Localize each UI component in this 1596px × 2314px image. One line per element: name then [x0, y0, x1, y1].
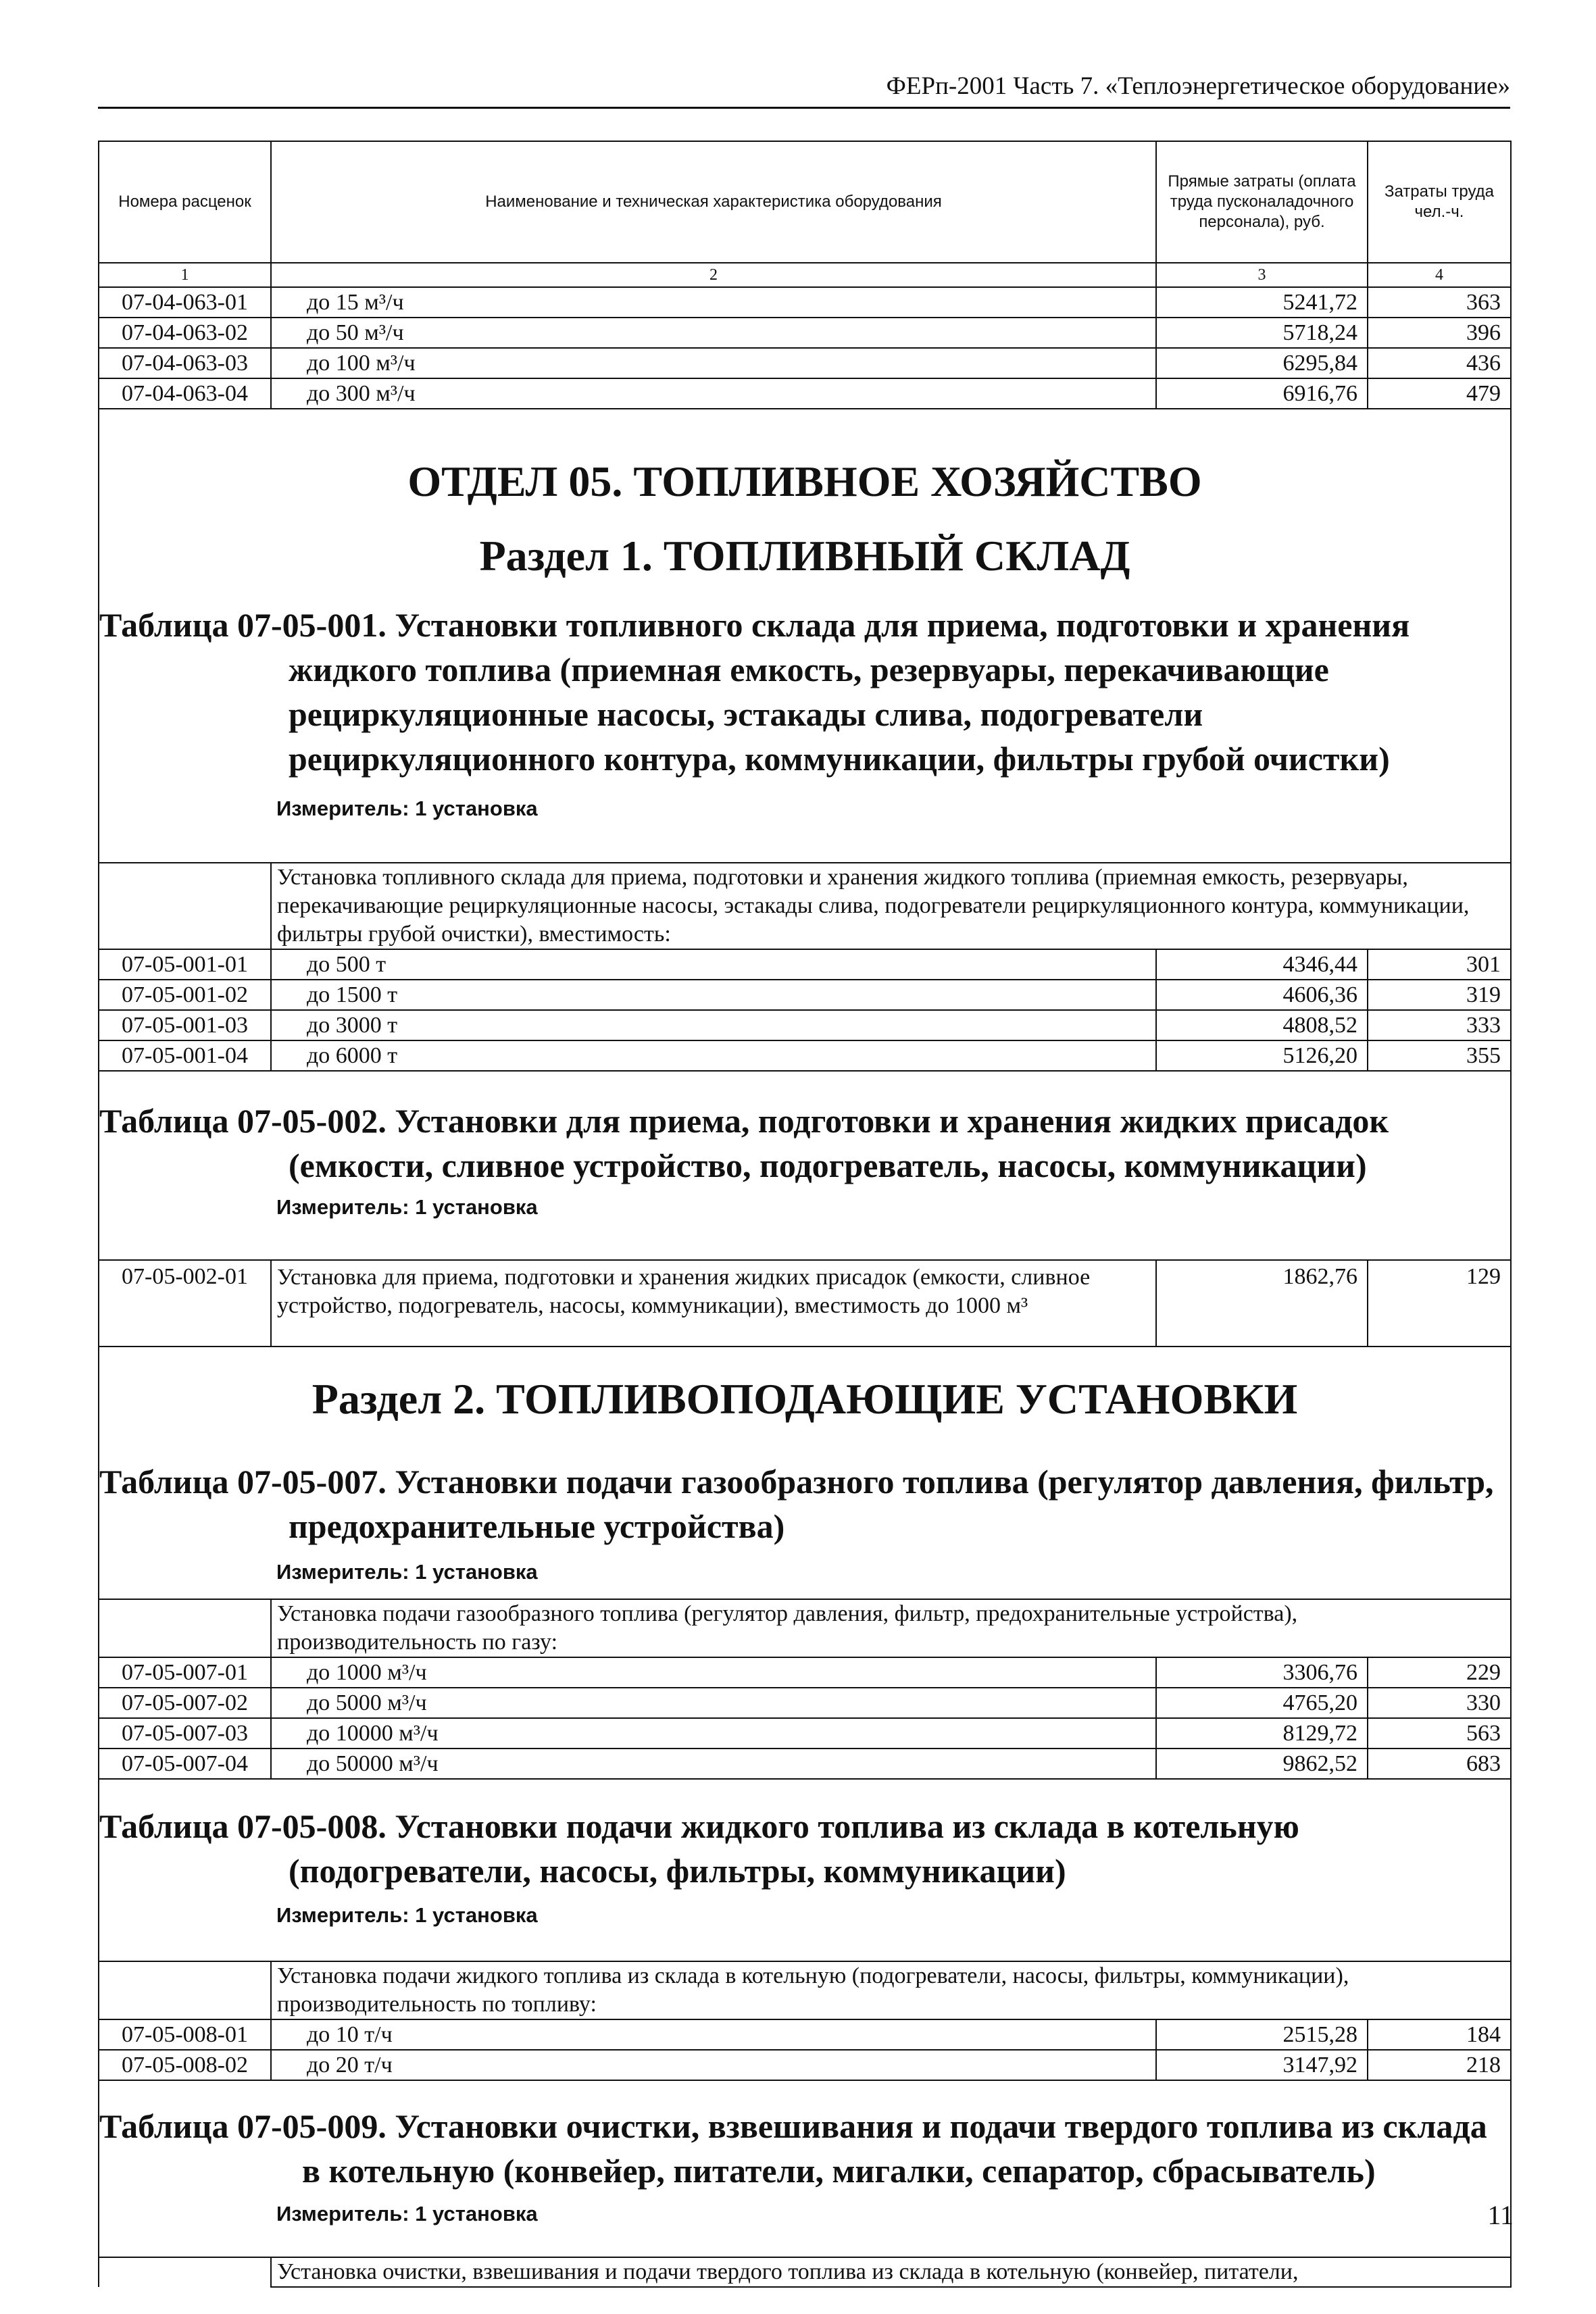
table-row: [99, 1688, 1511, 1718]
column-index-row: [99, 263, 1511, 287]
section-block-row: [99, 1071, 1511, 1260]
rate-code: 07-04-063-03: [99, 348, 271, 378]
rate-cost: 5718,24: [1156, 318, 1368, 348]
table-row: [99, 1718, 1511, 1749]
table-row: [99, 318, 1511, 348]
table-row: [99, 348, 1511, 378]
page-header: ФЕРп-2001 Часть 7. «Теплоэнергетическое оборудование»: [98, 66, 1510, 109]
table-title-label: Таблица 07-05-001.: [99, 606, 386, 644]
rate-name: до 100 м³/ч: [271, 348, 1156, 378]
column-header-code: Номера расценок: [99, 141, 271, 263]
rate-cost: 9862,52: [1156, 1749, 1368, 1779]
rate-labor: 436: [1368, 348, 1511, 378]
rate-code: 07-05-002-01: [99, 1260, 271, 1347]
rate-labor: 563: [1368, 1718, 1511, 1749]
page-number: 11: [1487, 2200, 1514, 2230]
group-description: Установка подачи газообразного топлива (регулятор давления, фильтр, предохранительные устройства), производительность по газу:: [271, 1599, 1511, 1657]
rate-labor: 301: [1368, 949, 1511, 980]
table-row: [99, 2019, 1511, 2050]
section-block-row: [99, 409, 1511, 863]
column-index: 2: [271, 263, 1156, 287]
rate-name: до 50000 м³/ч: [271, 1749, 1156, 1779]
section-block: [99, 2080, 1511, 2257]
rate-cost: 6295,84: [1156, 348, 1368, 378]
rate-cost: 2515,28: [1156, 2019, 1368, 2050]
table-row: [99, 1749, 1511, 1779]
rate-cost: 4346,44: [1156, 949, 1368, 980]
section-block-row: [99, 2080, 1511, 2257]
table-title-label: Таблица 07-05-008.: [99, 1807, 386, 1845]
table-row: [99, 2050, 1511, 2080]
column-header-cost: Прямые затраты (оплата труда пусконаладочного персонала), руб.: [1156, 141, 1368, 263]
rate-cost: 5126,20: [1156, 1040, 1368, 1071]
table-title: [99, 1804, 1510, 1893]
table-title-label: Таблица 07-05-009.: [99, 2107, 386, 2145]
section-block: [99, 409, 1511, 863]
meter-label: Измеритель: 1 установка: [276, 1560, 538, 1584]
section-block: [99, 1071, 1511, 1260]
table-title-text: Установки подачи жидкого топлива из склада в котельную (подогреватели, насосы, фильтры, коммуникации): [289, 1807, 1299, 1890]
table-title: [99, 603, 1510, 781]
table-row: [99, 1010, 1511, 1040]
rate-name: до 1000 м³/ч: [271, 1657, 1156, 1688]
rate-cost: 8129,72: [1156, 1718, 1368, 1749]
section-block-row: [99, 1779, 1511, 1961]
column-index: 4: [1368, 263, 1511, 287]
description-row: [99, 1961, 1511, 2019]
rate-cost: 1862,76: [1156, 1260, 1368, 1347]
rate-code: 07-05-001-02: [99, 980, 271, 1010]
description-row: [99, 1599, 1511, 1657]
rate-code: 07-05-007-02: [99, 1688, 271, 1718]
column-index: 1: [99, 263, 271, 287]
table-row: [99, 980, 1511, 1010]
rate-code: 07-05-001-04: [99, 1040, 271, 1071]
rate-cost: 4808,52: [1156, 1010, 1368, 1040]
rate-name: до 10 т/ч: [271, 2019, 1156, 2050]
rate-labor: 396: [1368, 318, 1511, 348]
rate-labor: 129: [1368, 1260, 1511, 1347]
rate-name: до 20 т/ч: [271, 2050, 1156, 2080]
table-row: [99, 1657, 1511, 1688]
table-row: [99, 1040, 1511, 1071]
rate-name: до 3000 т: [271, 1010, 1156, 1040]
meter-label: Измеритель: 1 установка: [276, 2202, 538, 2225]
rate-name: до 6000 т: [271, 1040, 1156, 1071]
rate-cost: 6916,76: [1156, 378, 1368, 409]
group-description: Установка подачи жидкого топлива из склада в котельную (подогреватели, насосы, фильтры, коммуникации), производительность по топливу:: [271, 1961, 1511, 2019]
rate-code: 07-04-063-02: [99, 318, 271, 348]
column-header-labor: Затраты труда чел.-ч.: [1368, 141, 1511, 263]
table-title-text: Установки топливного склада для приема, подготовки и хранения жидкого топлива (приемная емкость, резервуары, перекачивающие рециркуляционные насосы, эстакады слива, подогреватели рециркуляционного контура, коммуникации, фильтры грубой очистки): [289, 606, 1410, 778]
column-header-row: [99, 141, 1511, 263]
empty-cell: [99, 2257, 271, 2287]
rate-code: 07-04-063-04: [99, 378, 271, 409]
rate-name: до 1500 т: [271, 980, 1156, 1010]
rate-name: до 500 т: [271, 949, 1156, 980]
rate-labor: 683: [1368, 1749, 1511, 1779]
table-row: [99, 378, 1511, 409]
table-title-text: Установки подачи газообразного топлива (регулятор давления, фильтр, предохранительные устройства): [289, 1463, 1494, 1545]
department-title: ОТДЕЛ 05. ТОПЛИВНОЕ ХОЗЯЙСТВО: [407, 457, 1202, 505]
rate-name: до 10000 м³/ч: [271, 1718, 1156, 1749]
rate-name: до 50 м³/ч: [271, 318, 1156, 348]
rate-cost: 5241,72: [1156, 287, 1368, 318]
description-row: [99, 863, 1511, 949]
rate-name: Установка для приема, подготовки и хранения жидких присадок (емкости, сливное устройство, подогреватель, насосы, коммуникации), вместимость до 1000 м³: [271, 1260, 1156, 1347]
rate-cost: 4765,20: [1156, 1688, 1368, 1718]
section-title: Раздел 1. ТОПЛИВНЫЙ СКЛАД: [479, 532, 1130, 580]
rate-code: 07-05-007-01: [99, 1657, 271, 1688]
rate-labor: 218: [1368, 2050, 1511, 2080]
rate-labor: 319: [1368, 980, 1511, 1010]
rate-code: 07-05-007-03: [99, 1718, 271, 1749]
table-title-label: Таблица 07-05-007.: [99, 1463, 386, 1501]
rate-name: до 300 м³/ч: [271, 378, 1156, 409]
table-row: [99, 1260, 1511, 1347]
rate-cost: 4606,36: [1156, 980, 1368, 1010]
rates-table: [98, 141, 1512, 2288]
section-block: [99, 1779, 1511, 1961]
rate-code: 07-05-001-03: [99, 1010, 271, 1040]
table-title-label: Таблица 07-05-002.: [99, 1102, 386, 1140]
rate-name: до 15 м³/ч: [271, 287, 1156, 318]
meter-label: Измеритель: 1 установка: [276, 797, 538, 820]
empty-cell: [99, 1599, 271, 1657]
rate-cost: 3147,92: [1156, 2050, 1368, 2080]
rate-labor: 330: [1368, 1688, 1511, 1718]
column-index: 3: [1156, 263, 1368, 287]
description-row: [99, 2257, 1511, 2287]
table-row: [99, 287, 1511, 318]
rate-labor: 355: [1368, 1040, 1511, 1071]
rate-code: 07-05-008-01: [99, 2019, 271, 2050]
rate-labor: 363: [1368, 287, 1511, 318]
table-title: [99, 1099, 1510, 1188]
rate-labor: 229: [1368, 1657, 1511, 1688]
column-header-name: Наименование и техническая характеристика оборудования: [271, 141, 1156, 263]
rate-name: до 5000 м³/ч: [271, 1688, 1156, 1718]
section-title: Раздел 2. ТОПЛИВОПОДАЮЩИЕ УСТАНОВКИ: [311, 1375, 1298, 1423]
table-title: [99, 2104, 1510, 2193]
empty-cell: [99, 1961, 271, 2019]
rate-labor: 333: [1368, 1010, 1511, 1040]
rate-cost: 3306,76: [1156, 1657, 1368, 1688]
group-description: Установка очистки, взвешивания и подачи твердого топлива из склада в котельную (конвейер, питатели,: [271, 2257, 1511, 2287]
empty-cell: [99, 863, 271, 949]
meter-label: Измеритель: 1 установка: [276, 1903, 538, 1927]
group-description: Установка топливного склада для приема, подготовки и хранения жидкого топлива (приемная емкость, резервуары, перекачивающие рециркуляционные насосы, эстакады слива, подогреватели рециркуляционного контура, коммуникации, фильтры грубой очистки), вместимость:: [271, 863, 1511, 949]
rate-code: 07-05-007-04: [99, 1749, 271, 1779]
rate-code: 07-05-008-02: [99, 2050, 271, 2080]
rate-labor: 479: [1368, 378, 1511, 409]
rate-code: 07-04-063-01: [99, 287, 271, 318]
table-title-text: Установки для приема, подготовки и хранения жидких присадок (емкости, сливное устройство, подогреватель, насосы, коммуникации): [289, 1102, 1389, 1184]
table-title: [99, 1459, 1510, 1549]
meter-label: Измеритель: 1 установка: [276, 1195, 538, 1219]
rate-labor: 184: [1368, 2019, 1511, 2050]
section-block: [99, 1347, 1511, 1599]
table-row: [99, 949, 1511, 980]
table-title-text: Установки очистки, взвешивания и подачи твердого топлива из склада в котельную (конвейер, питатели, мигалки, сепаратор, сбрасыватель): [302, 2107, 1487, 2190]
section-block-row: [99, 1347, 1511, 1599]
rate-code: 07-05-001-01: [99, 949, 271, 980]
